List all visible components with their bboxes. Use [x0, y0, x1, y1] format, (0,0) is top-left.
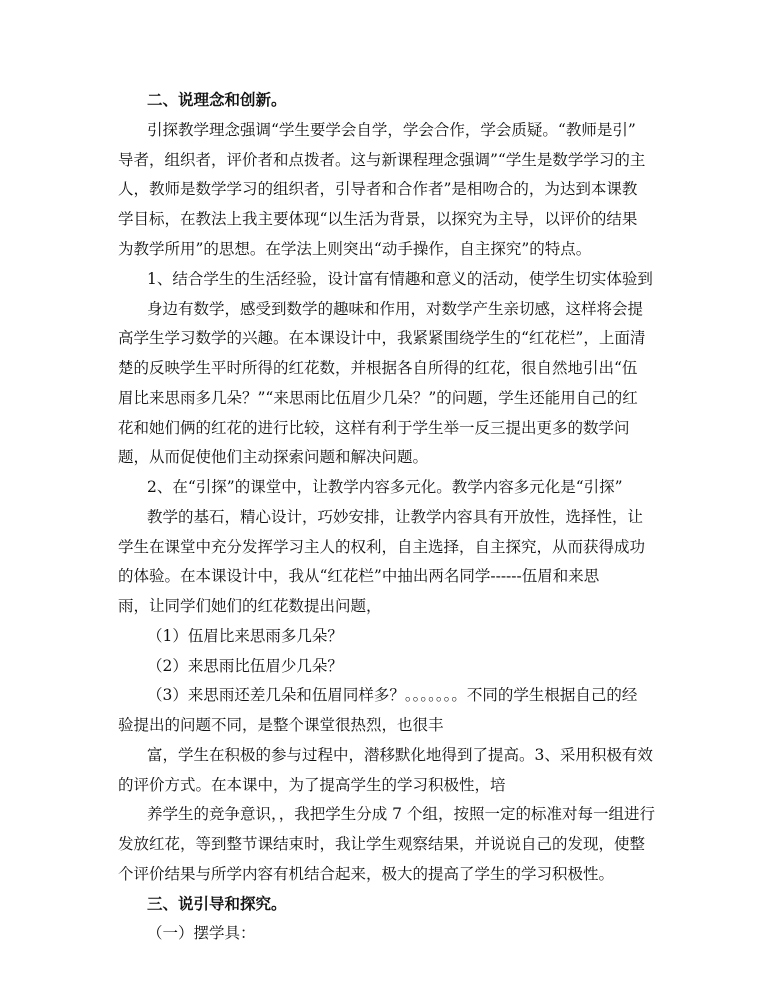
text-line: 楚的反映学生平时所得的红花数，并根据各自所得的红花，很自然地引出“伍 [118, 359, 638, 377]
text-line: 高学生学习数学的兴趣。在本课设计中，我紧紧围绕学生的“红花栏”，上面清 [118, 329, 646, 347]
text-line: 验提出的问题不同，是整个课堂很热烈，也很丰 [118, 716, 444, 734]
text-line: 的评价方式。在本课中，为了提高学生的学习积极性，培 [118, 776, 506, 794]
text-line: 养学生的竞争意识，，我把学生分成 7 个组，按照一定的标准对每一组进行 [147, 805, 655, 823]
text-line: 引探教学理念强调“学生要学会自学，学会合作，学会质疑。“教师是引” [147, 121, 636, 139]
text-line: 的体验。在本课设计中，我从“红花栏”中抽出两名同学------伍眉和来思 [118, 567, 600, 585]
list-item: （2）来思雨比伍眉少几朵？ [147, 657, 343, 675]
text-line: 眉比来思雨多几朵？”“来思雨比伍眉少几朵？”的问题，学生还能用自己的红 [118, 389, 638, 407]
text-line: 个评价结果与所学内容有机结合起来，极大的提高了学生的学习积极性。 [118, 865, 615, 883]
section-heading-3: 三、说引导和探究。 [147, 894, 287, 913]
text-line: 题，从而促使他们主动探索问题和解决问题。 [118, 448, 429, 466]
list-item: （1）伍眉比来思雨多几朵？ [147, 627, 343, 645]
text-line: 学目标，在教法上我主要体现“以生活为背景，以探究为主导，以评价的结果 [118, 210, 638, 228]
text-line: 教学的基石，精心设计，巧妙安排，让教学内容具有开放性，选择性，让 [147, 508, 644, 526]
text-line: 1、结合学生的生活经验，设计富有情趣和意义的活动，使学生切实体验到 [147, 270, 653, 288]
text-line: 发放红花，等到整节课结束时，我让学生观察结果，并说说自己的发现，使整 [118, 835, 646, 853]
text-line: 导者，组织者，评价者和点拨者。这与新课程理念强调”“学生是数学学习的主 [118, 151, 646, 169]
text-line: 雨，让同学们她们的红花数提出问题， [118, 597, 382, 615]
text-line: 身边有数学，感受到数学的趣味和作用，对数学产生亲切感，这样将会提 [147, 300, 644, 318]
text-line: 花和她们俩的红花的进行比较，这样有利于学生举一反三提出更多的数学问 [118, 419, 630, 437]
text-line: 学生在课堂中充分发挥学习主人的权利，自主选择，自主探究，从而获得成功 [118, 538, 646, 556]
text-line: 富，学生在积极的参与过程中，潜移默化地得到了提高。3、采用积极有效 [147, 746, 653, 764]
text-line: 2、在“引探”的课堂中，让教学内容多元化。教学内容多元化是“引探” [147, 478, 623, 496]
subsection-heading: （一）摆学具： [147, 924, 256, 942]
list-item: （3）来思雨还差几朵和伍眉同样多？。。。。。。。不同的学生根据自己的经 [147, 686, 638, 704]
text-line: 为教学所用”的思想。在学法上则突出“动手操作，自主探究”的特点。 [118, 240, 592, 258]
section-heading-2: 二、说理念和创新。 [147, 90, 287, 109]
text-line: 人，教师是数学学习的组织者，引导者和合作者”是相吻合的，为达到本课教 [118, 180, 638, 198]
